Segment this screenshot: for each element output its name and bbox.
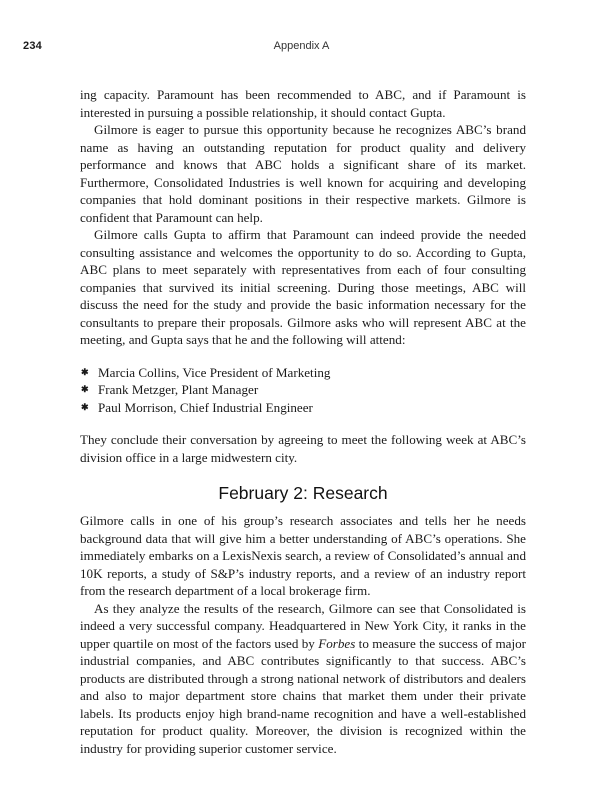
- list-item: [80, 399, 526, 417]
- section-heading: February 2: Research: [218, 483, 388, 503]
- paragraph-text: to measure the success of major industrial companies, and ABC contributes significantly to that success. ABC’s products are distributed through a strong national network of distributors and dealers and also to major department store chains that market them under their private labels. Its products enjoy high brand-name recognition and have a well-established reputation for product quality. Moreover, the division is recognized within the industry for providing superior customer service.: [80, 635, 526, 756]
- paragraph-text: As they analyze the results of the research, Gilmore can see that Consolidated is indeed a very successful company. Headquartered in New York City, it ranks in the upper quartile on most of the factors used by: [80, 600, 526, 651]
- running-head: Appendix A: [273, 40, 330, 52]
- attendee-list: [80, 364, 526, 417]
- paragraph: Gilmore is eager to pursue this opportunity because he recognizes ABC’s brand name as having an outstanding reputation for product quality and delivery performance and knows that ABC holds a significant share of its market. Furthermore, Consolidated Industries is well known for acquiring and developing companies that hold dominant positions in their respective markets. Gilmore is confident that Paramount can help.: [80, 122, 526, 225]
- paragraph: [80, 600, 526, 758]
- bullet-asterisk-icon: ✱: [81, 366, 89, 377]
- page-body: [80, 86, 526, 757]
- bullet-asterisk-icon: ✱: [81, 401, 89, 412]
- list-item: [80, 364, 526, 382]
- page-number: 234: [23, 40, 42, 52]
- publication-title: Forbes: [318, 635, 356, 651]
- paragraph: ing capacity. Paramount has been recommended to ABC, and if Paramount is interested in pursuing a possible relationship, it should contact Gupta.: [80, 87, 526, 120]
- attendee-name: Paul Morrison, Chief Industrial Engineer: [98, 399, 313, 415]
- paragraph: They conclude their conversation by agreeing to meet the following week at ABC’s division office in a large midwestern city.: [80, 432, 526, 465]
- bullet-asterisk-icon: ✱: [81, 384, 89, 394]
- paragraph: Gilmore calls Gupta to affirm that Paramount can indeed provide the needed consulting assistance and welcomes the opportunity to do so. According to Gupta, ABC plans to meet separately with representatives from each of four consulting companies that survived its initial screening. During those meetings, ABC will discuss the need for the study and provide the basic information necessary for the consultants to prepare their proposals. Gilmore asks who will represent ABC at the meeting, and Gupta says that he and the following will attend:: [80, 227, 526, 347]
- list-item: [80, 381, 526, 399]
- attendee-name: Frank Metzger, Plant Manager: [98, 382, 259, 397]
- paragraph: Gilmore calls in one of his group’s research associates and tells her he needs background data that will give him a better understanding of ABC’s operations. She immediately embarks on a LexisNexis search, a review of Consolidated’s annual and 10K reports, a study of S&P’s industry reports, and a review of an industry report from the research department of a local brokerage firm.: [80, 513, 526, 598]
- attendee-name: Marcia Collins, Vice President of Marketing: [98, 364, 331, 380]
